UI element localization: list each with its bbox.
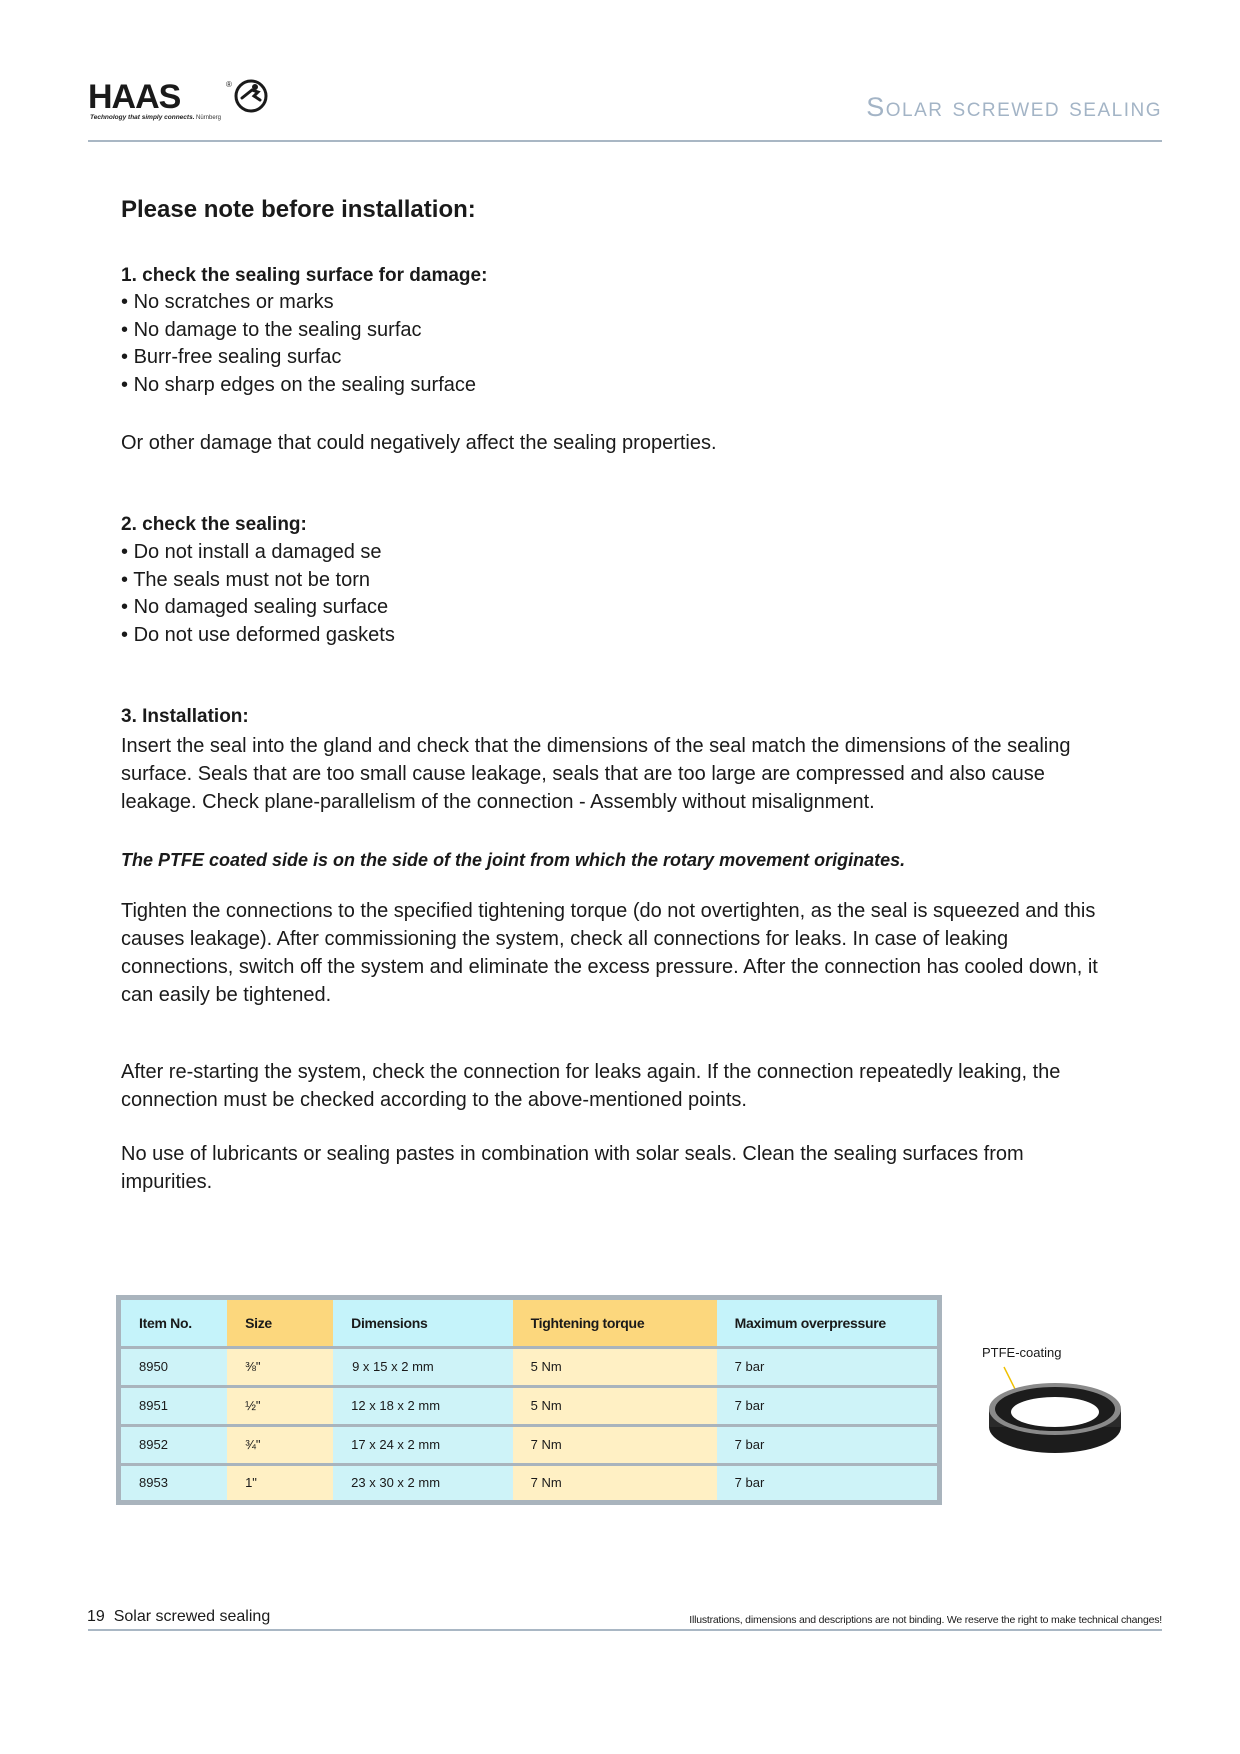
table-header-row (121, 1300, 937, 1348)
cell-item-no: 8950 (121, 1348, 227, 1387)
page-number: 19 (87, 1608, 105, 1625)
cell-size: ¾" (227, 1425, 333, 1464)
footer-page-info (87, 1608, 270, 1626)
section-1-note: Or other damage that could negatively affect the sealing properties. (121, 432, 717, 454)
bullet-item: • The seals must not be torn (121, 567, 395, 595)
footer-disclaimer: Illustrations, dimensions and descriptions are not binding. We reserve the right to make technical changes! (689, 1614, 1162, 1626)
col-header-overpressure: Maximum overpressure (717, 1300, 937, 1348)
section-1-bullets (121, 289, 476, 399)
col-header-dimensions: Dimensions (333, 1300, 513, 1348)
ptfe-note: The PTFE coated side is on the side of the joint from which the rotary movement originates. (121, 850, 906, 870)
col-header-torque: Tightening torque (513, 1300, 717, 1348)
cell-dimensions: 17 x 24 x 2 mm (333, 1425, 513, 1464)
logo-tagline: Technology that simply connects. (90, 114, 195, 121)
seal-ring-illustration (980, 1365, 1130, 1475)
cell-item-no: 8952 (121, 1425, 227, 1464)
bullet-item: • No sharp edges on the sealing surface (121, 372, 476, 400)
cell-item-no: 8953 (121, 1464, 227, 1500)
bullet-item: • No damage to the sealing surfac (121, 317, 476, 345)
cell-overpressure: 7 bar (717, 1425, 937, 1464)
installation-paragraph: Insert the seal into the gland and check that the dimensions of the seal match the dimensions of the sealing surface. Seals that are too small cause leakage, seals that are too large are compressed and also cause leakage. Check plane-parallelism of the connection - Assembly without misalignment. (121, 735, 1071, 813)
bullet-item: • No scratches or marks (121, 289, 476, 317)
table-row (121, 1348, 937, 1387)
product-table (116, 1295, 942, 1505)
cell-overpressure: 7 bar (717, 1348, 937, 1387)
logo-emblem-icon (234, 78, 268, 114)
cell-torque: 7 Nm (513, 1425, 717, 1464)
cell-overpressure: 7 bar (717, 1386, 937, 1425)
tightening-paragraph: Tighten the connections to the specified tightening torque (do not overtighten, as the seal is squeezed and this causes leakage). After commissioning the system, check all connections for leaks. In case of leaking connections, switch off the system and eliminate the excess pressure. After the connection has cooled down, it can easily be tightened. (121, 900, 1098, 1006)
section-3-title: 3. Installation: (121, 706, 249, 727)
table-row (121, 1464, 937, 1500)
cell-torque: 5 Nm (513, 1348, 717, 1387)
ptfe-coating-label: PTFE-coating (982, 1345, 1062, 1360)
cell-dimensions: 9 x 15 x 2 mm (333, 1348, 513, 1387)
bullet-item: • Do not use deformed gaskets (121, 622, 395, 650)
cell-dimensions: 23 x 30 x 2 mm (333, 1464, 513, 1500)
restart-paragraph: After re-starting the system, check the connection for leaks again. If the connection repeatedly leaking, the connection must be checked according to the above-mentioned points. (121, 1061, 1061, 1111)
footer-title: Solar screwed sealing (113, 1608, 271, 1625)
col-header-item-no: Item No. (121, 1300, 227, 1348)
cell-size: ⅜" (227, 1348, 333, 1387)
cell-size: ½" (227, 1386, 333, 1425)
bullet-item: • No damaged sealing surface (121, 594, 395, 622)
cell-torque: 5 Nm (513, 1386, 717, 1425)
bullet-item: • Do not install a damaged se (121, 539, 395, 567)
logo-city: Nürnberg (196, 115, 222, 121)
cell-dimensions: 12 x 18 x 2 mm (333, 1386, 513, 1425)
cell-size: 1" (227, 1464, 333, 1500)
section-2-bullets (121, 539, 395, 649)
table-row (121, 1425, 937, 1464)
lubricants-paragraph: No use of lubricants or sealing pastes in combination with solar seals. Clean the sealing surfaces from impurities. (121, 1143, 1024, 1193)
page-heading: Please note before installation: (121, 196, 476, 223)
logo-wordmark: HAAS (88, 78, 181, 116)
logo-registered-mark: ® (226, 80, 232, 89)
header-divider (88, 140, 1162, 142)
table-row (121, 1386, 937, 1425)
header-title: Solar screwed sealing (866, 92, 1162, 122)
col-header-size: Size (227, 1300, 333, 1348)
cell-item-no: 8951 (121, 1386, 227, 1425)
cell-torque: 7 Nm (513, 1464, 717, 1500)
bullet-item: • Burr-free sealing surfac (121, 344, 476, 372)
cell-overpressure: 7 bar (717, 1464, 937, 1500)
haas-logo (88, 80, 288, 124)
section-2-title: 2. check the sealing: (121, 514, 307, 535)
footer-divider (88, 1629, 1162, 1631)
section-1-title: 1. check the sealing surface for damage: (121, 265, 488, 286)
